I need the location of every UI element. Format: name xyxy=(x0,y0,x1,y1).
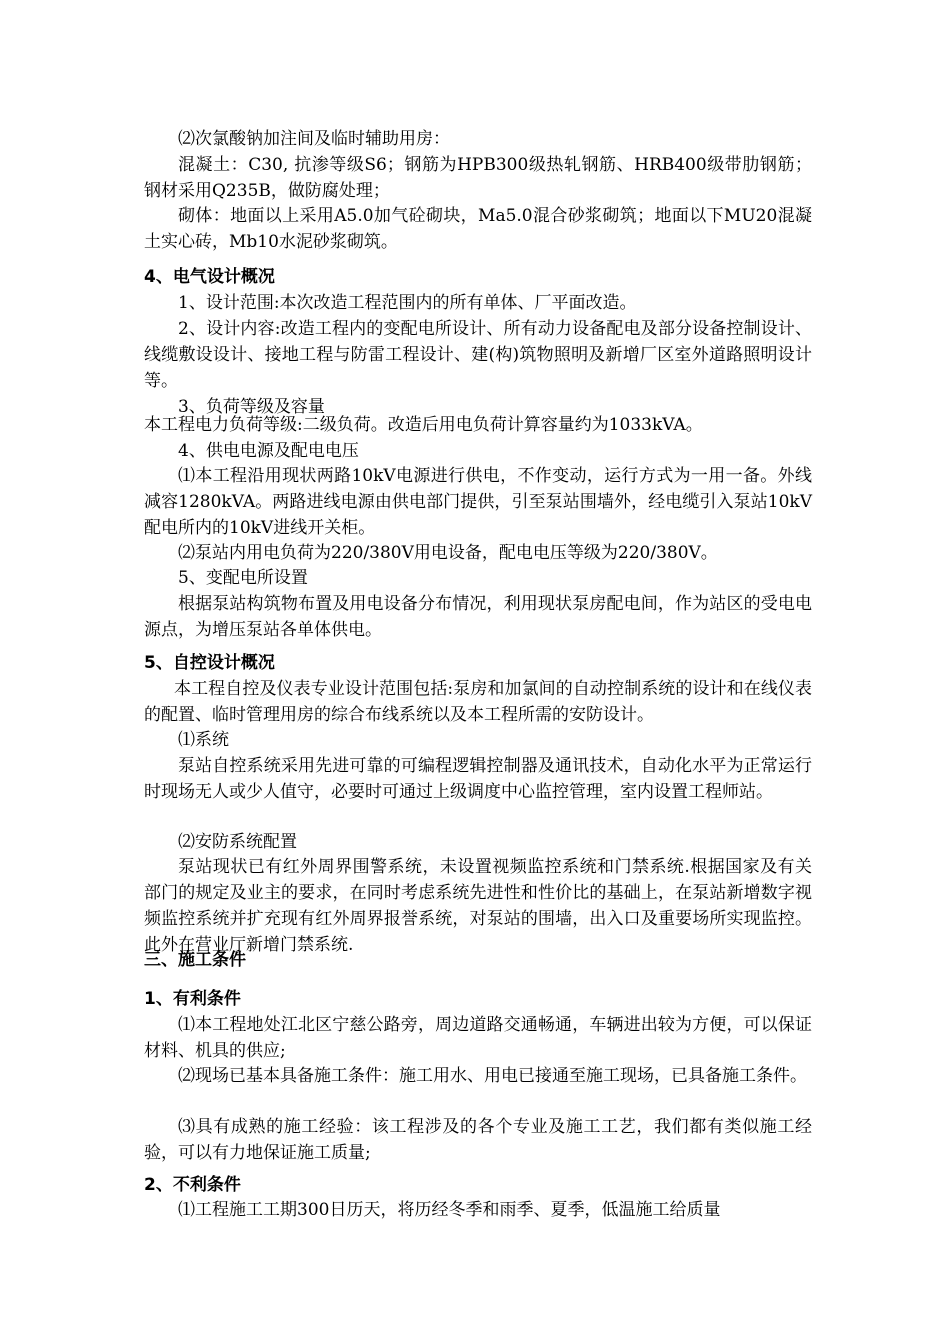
electrical-substation-body: 根据泵站构筑物布置及用电设备分布情况，利用现状泵房配电间，作为站区的受电电源点，为增压泵站各单体供电。 xyxy=(144,594,812,640)
electrical-supply-a: ⑴本工程沿用现状两路10kV电源进行供电，不作变动，运行方式为一用一备。外线减容1280kVA。两路进线电源由供电部门提供，引至泵站围墙外，经电缆引入泵站10kV配电所内的10kV进线开关柜。 xyxy=(144,466,812,538)
favorable-item-2: ⑵现场已基本具备施工条件：施工用水、用电已接通至施工现场，已具备施工条件。 xyxy=(178,1066,807,1086)
conditions-heading: 三、施工条件 xyxy=(144,950,246,970)
control-system-title: ⑴系统 xyxy=(178,730,229,750)
control-security-title: ⑵安防系统配置 xyxy=(178,832,297,852)
electrical-supply-b: ⑵泵站内用电负荷为220/380V用电设备，配电电压等级为220/380V。 xyxy=(178,543,718,563)
materials-concrete: 混凝土：C30, 抗渗等级S6；钢筋为HPB300级热轧钢筋、HRB400级带肋钢筋；钢材采用Q235B，做防腐处理； xyxy=(144,155,812,201)
materials-item2-title: ⑵次氯酸钠加注间及临时辅助用房： xyxy=(178,129,450,149)
favorable-item-3: ⑶具有成熟的施工经验：该工程涉及的各个专业及施工工艺，我们都有类似施工经验，可以有力地保证施工质量; xyxy=(144,1117,812,1163)
electrical-substation-title: 5、变配电所设置 xyxy=(178,568,308,588)
control-intro: 本工程自控及仪表专业设计范围包括:泵房和加氯间的自动控制系统的设计和在线仪表的配置、临时管理用房的综合布线系统以及本工程所需的安防设计。 xyxy=(144,679,812,725)
electrical-scope: 1、设计范围:本次改造工程范围内的所有单体、厂平面改造。 xyxy=(178,293,637,313)
electrical-load-body: 本工程电力负荷等级:二级负荷。改造后用电负荷计算容量约为1033kVA。 xyxy=(144,415,703,435)
favorable-item-1: ⑴本工程地处江北区宁慈公路旁，周边道路交通畅通，车辆进出较为方便，可以保证材料、机具的供应; xyxy=(144,1015,812,1061)
materials-masonry: 砌体：地面以上采用A5.0加气砼砌块，Ma5.0混合砂浆砌筑；地面以下MU20混凝土实心砖，Mb10水泥砂浆砌筑。 xyxy=(144,206,812,252)
control-security-body: 泵站现状已有红外周界围警系统，未设置视频监控系统和门禁系统.根据国家及有关部门的规定及业主的要求，在同时考虑系统先进性和性价比的基础上，在泵站新增数字视频监控系统并扩充现有红外周界报誉系统，对泵站的围墙，出入口及重要场所实现监控。此外在营业厅新增门禁系统. xyxy=(144,857,812,955)
unfavorable-item-1: ⑴工程施工工期300日历天，将历经冬季和雨季、夏季，低温施工给质量 xyxy=(178,1200,721,1220)
electrical-load-title: 3、负荷等级及容量 xyxy=(178,397,325,417)
electrical-heading: 4、电气设计概况 xyxy=(144,267,275,287)
control-system-body: 泵站自控系统采用先进可靠的可编程逻辑控制器及通讯技术，自动化水平为正常运行时现场无人或少人值守，必要时可通过上级调度中心监控管理，室内设置工程师站。 xyxy=(144,756,812,802)
electrical-content: 2、设计内容:改造工程内的变配电所设计、所有动力设备配电及部分设备控制设计、线缆敷设设计、接地工程与防雷工程设计、建(构)筑物照明及新增厂区室外道路照明设计等。 xyxy=(144,319,812,391)
unfavorable-heading: 2、不利条件 xyxy=(144,1175,241,1195)
electrical-supply-title: 4、供电电源及配电电压 xyxy=(178,441,359,461)
favorable-heading: 1、有利条件 xyxy=(144,989,241,1009)
control-heading: 5、自控设计概况 xyxy=(144,653,275,673)
